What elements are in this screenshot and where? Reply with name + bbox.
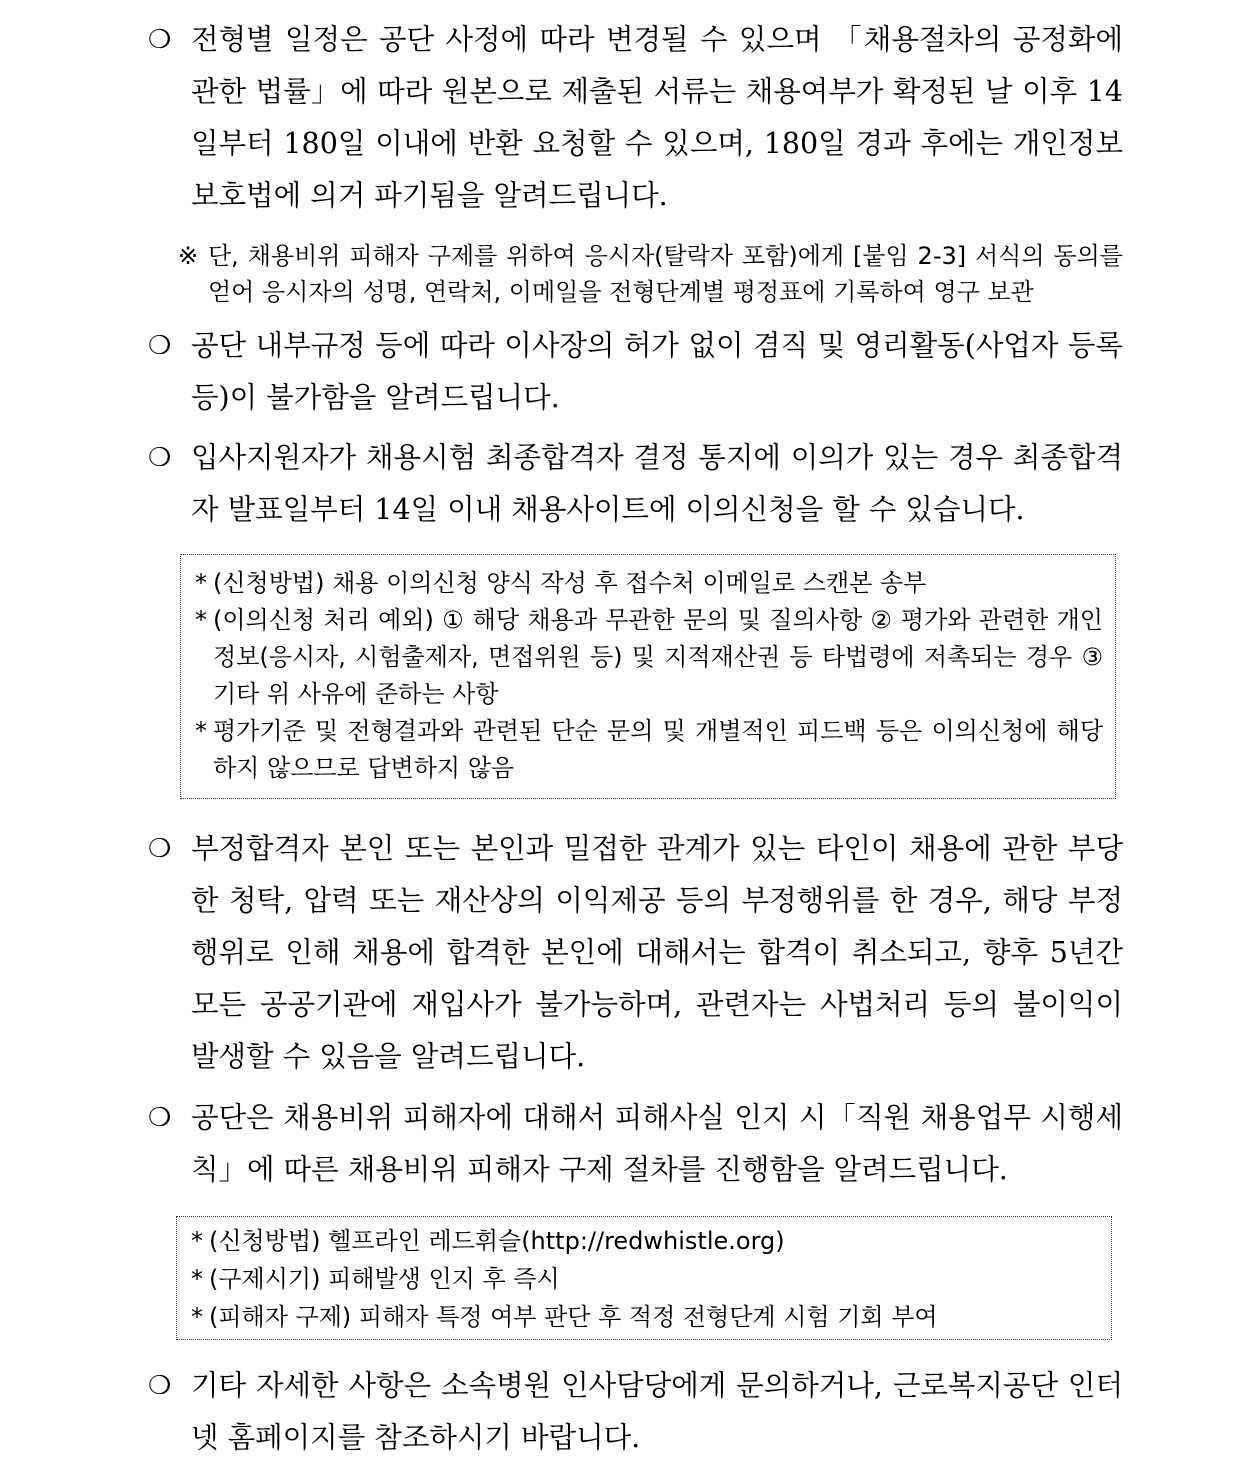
objection-info-box — [180, 554, 1116, 799]
notice-item-contact — [148, 1360, 1123, 1464]
asterisk-icon: * — [195, 717, 207, 745]
notice-item-side-job — [148, 320, 1123, 424]
circle-bullet-icon: ❍ — [148, 25, 172, 55]
box-line-text: 평가기준 및 전형결과와 관련된 단순 문의 및 개별적인 피드백 등은 이의신청에 해당하지 않으므로 답변하지 않음 — [213, 717, 1103, 782]
notice-text: 공단 내부규정 등에 따라 이사장의 허가 없이 겸직 및 영리활동(사업자 등록 등)이 불가함을 알려드립니다. — [191, 329, 1123, 414]
circle-bullet-icon: ❍ — [148, 443, 172, 473]
reference-mark-icon: ※ — [178, 242, 199, 270]
box-line-text: (피해자 구제) 피해자 특정 여부 판단 후 적정 전형단계 시험 기회 부여 — [209, 1303, 938, 1331]
notice-text: 공단은 채용비위 피해자에 대해서 피해사실 인지 시「직원 채용업무 시행세칙」에 따른 채용비위 피해자 구제 절차를 진행함을 알려드립니다. — [191, 1101, 1123, 1186]
notice-item-victim-relief — [148, 1092, 1123, 1196]
box-line — [187, 565, 1103, 602]
box-line-text: (이의신청 처리 예외) ① 해당 채용과 무관한 문의 및 질의사항 ② 평가와 관련한 개인정보(응시자, 시험출제자, 면접위원 등) 및 지적재산권 등 타법령에 저촉되는 경우 ③ 기타 위 사유에 준하는 사항 — [213, 606, 1103, 708]
box-line-text: (신청방법) 채용 이의신청 양식 작성 후 접수처 이메일로 스캔본 송부 — [213, 569, 927, 597]
asterisk-icon: * — [195, 606, 207, 634]
notice-text: 전형별 일정은 공단 사정에 따라 변경될 수 있으며 「채용절차의 공정화에 관한 법률」에 따라 원본으로 제출된 서류는 채용여부가 확정된 날 이후 14일부터 180일 이내에 반환 요청할 수 있으며, 180일 경과 후에는 개인정보보호법에 의거 파기됨을 알려드립니다. — [191, 23, 1123, 212]
notice-item-objection — [148, 432, 1123, 536]
box-line — [183, 1298, 1099, 1336]
box-line — [183, 1222, 1099, 1260]
asterisk-icon: * — [195, 569, 207, 597]
box-line-text: (구제시기) 피해발생 인지 후 즉시 — [209, 1265, 560, 1293]
circle-bullet-icon: ❍ — [148, 1103, 172, 1133]
box-line-text: (신청방법) 헬프라인 레드휘슬(http://redwhistle.org) — [209, 1227, 785, 1255]
circle-bullet-icon: ❍ — [148, 834, 172, 864]
notice-text: 부정합격자 본인 또는 본인과 밀접한 관계가 있는 타인이 채용에 관한 부당한 청탁, 압력 또는 재산상의 이익제공 등의 부정행위를 한 경우, 해당 부정행위로 인해 채용에 합격한 본인에 대해서는 합격이 취소되고, 향후 5년간 모든 공공기관에 재입사가 불가능하며, 관련자는 사법처리 등의 불이익이 발생할 수 있음을 알려드립니다. — [191, 832, 1123, 1073]
box-line — [183, 1260, 1099, 1298]
asterisk-icon: * — [191, 1303, 203, 1331]
notice-item-fraud — [148, 823, 1123, 1083]
asterisk-icon: * — [191, 1265, 203, 1293]
note-text: 단, 채용비위 피해자 구제를 위하여 응시자(탈락자 포함)에게 [붙임 2-3] 서식의 동의를 얻어 응시자의 성명, 연락처, 이메일을 전형단계별 평정표에 기록하여 영구 보관 — [208, 242, 1123, 306]
notice-text: 기타 자세한 사항은 소속병원 인사담당에게 문의하거나, 근로복지공단 인터넷 홈페이지를 참조하시기 바랍니다. — [191, 1369, 1123, 1454]
notice-item-document-return — [148, 14, 1123, 222]
relief-info-box — [176, 1216, 1112, 1340]
box-line — [187, 602, 1103, 713]
box-line — [187, 713, 1103, 787]
circle-bullet-icon: ❍ — [148, 1371, 172, 1401]
circle-bullet-icon: ❍ — [148, 331, 172, 361]
notice-text: 입사지원자가 채용시험 최종합격자 결정 통지에 이의가 있는 경우 최종합격자 발표일부터 14일 이내 채용사이트에 이의신청을 할 수 있습니다. — [191, 441, 1123, 526]
asterisk-icon: * — [191, 1227, 203, 1255]
reference-note — [178, 238, 1123, 310]
